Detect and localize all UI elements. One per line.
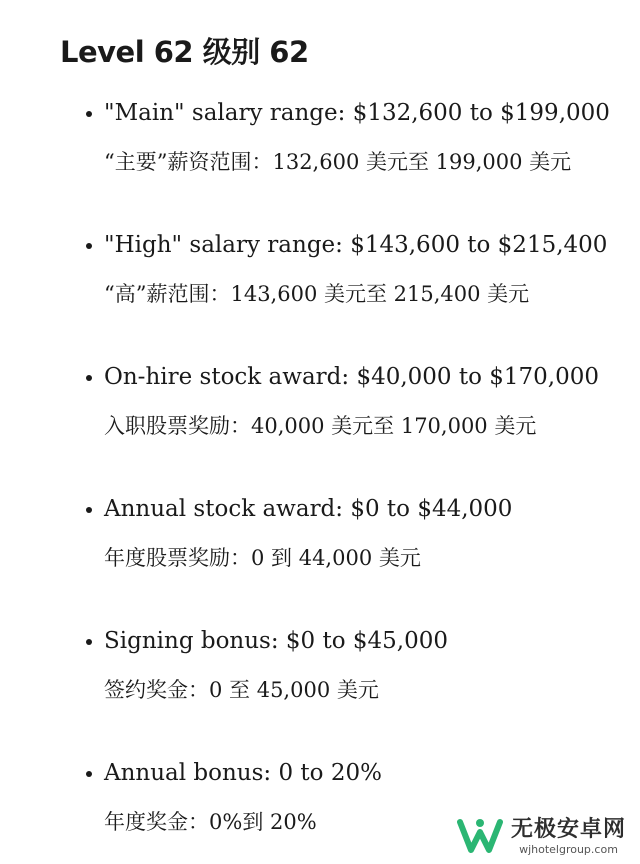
bullet-icon xyxy=(86,111,92,117)
item-chinese-text: 签约奖金：0 至 45,000 美元 xyxy=(104,678,379,702)
bullet-icon xyxy=(86,771,92,777)
item-english-text: On-hire stock award: $40,000 to $170,000 xyxy=(104,364,600,390)
watermark-title: 无极安卓网 xyxy=(510,816,626,842)
item-english-text: Annual bonus: 0 to 20% xyxy=(104,760,382,786)
bullet-icon xyxy=(86,507,92,513)
bullet-icon xyxy=(86,243,92,249)
item-chinese-text: 年度奖金：0%到 20% xyxy=(104,810,317,834)
item-english-text: "High" salary range: $143,600 to $215,400 xyxy=(104,232,608,258)
item-chinese-text: “主要”薪资范围：132,600 美元至 199,000 美元 xyxy=(104,150,572,174)
item-english-text: Annual stock award: $0 to $44,000 xyxy=(104,496,513,522)
item-chinese-text: “高”薪范围：143,600 美元至 215,400 美元 xyxy=(104,282,530,306)
bullet-icon xyxy=(86,639,92,645)
bullet-icon xyxy=(86,375,92,381)
watermark-url: wjhotelgroup.com xyxy=(519,842,618,856)
w-logo-icon xyxy=(457,816,503,856)
item-english-text: "Main" salary range: $132,600 to $199,000 xyxy=(104,100,610,126)
page-heading: Level 62 级别 62 xyxy=(60,35,309,69)
site-watermark xyxy=(457,816,626,856)
item-english-text: Signing bonus: $0 to $45,000 xyxy=(104,628,449,654)
item-chinese-text: 入职股票奖励：40,000 美元至 170,000 美元 xyxy=(104,414,537,438)
item-chinese-text: 年度股票奖励：0 到 44,000 美元 xyxy=(104,546,421,570)
